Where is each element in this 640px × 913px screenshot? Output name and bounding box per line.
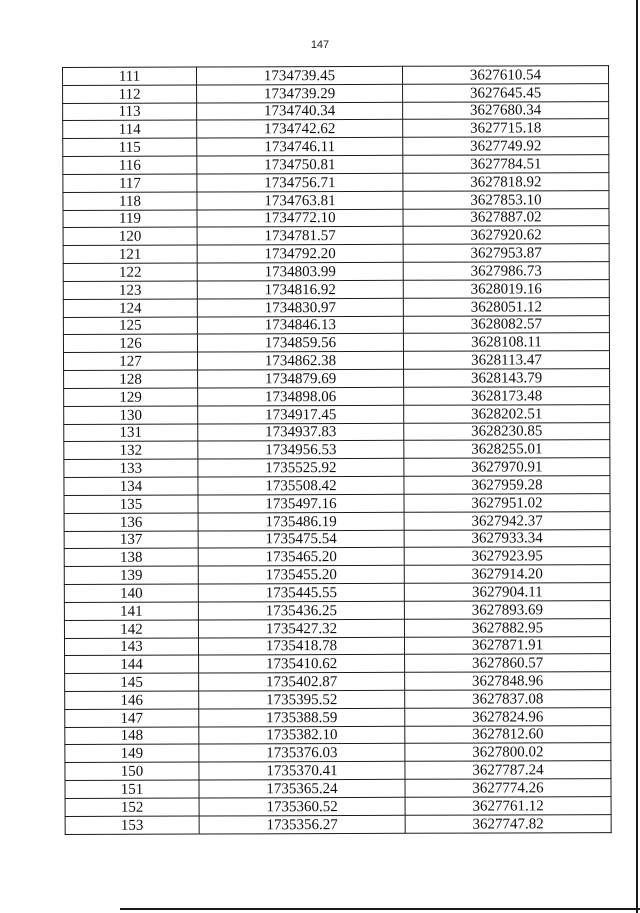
y-coordinate-cell: 3627812.60 xyxy=(405,725,611,744)
table-row xyxy=(63,155,609,175)
table-row xyxy=(63,208,609,228)
point-number-cell: 122 xyxy=(63,263,197,281)
y-coordinate-cell: 3627953.87 xyxy=(403,244,609,263)
table-row xyxy=(64,565,610,585)
table-row xyxy=(64,583,610,603)
table-row xyxy=(64,600,610,620)
y-coordinate-cell: 3628173.48 xyxy=(404,386,610,405)
x-coordinate-cell: 1734859.56 xyxy=(197,334,403,353)
x-coordinate-cell: 1734763.81 xyxy=(197,191,403,210)
point-number-cell: 112 xyxy=(63,85,197,103)
point-number-cell: 151 xyxy=(65,780,199,798)
point-number-cell: 131 xyxy=(64,424,198,442)
y-coordinate-cell: 3627853.10 xyxy=(403,190,609,209)
x-coordinate-cell: 1734803.99 xyxy=(197,262,403,281)
x-coordinate-cell: 1735445.55 xyxy=(198,583,404,602)
table-row xyxy=(64,440,610,460)
table-row xyxy=(63,119,609,139)
x-coordinate-cell: 1734739.29 xyxy=(197,84,403,103)
x-coordinate-cell: 1735370.41 xyxy=(199,762,405,781)
scan-edge-right xyxy=(636,0,638,913)
point-number-cell: 145 xyxy=(65,673,199,691)
x-coordinate-cell: 1734956.53 xyxy=(198,441,404,460)
x-coordinate-cell: 1735356.27 xyxy=(199,815,405,834)
table-row xyxy=(65,690,611,710)
y-coordinate-cell: 3627914.20 xyxy=(404,565,610,584)
table-row xyxy=(65,707,611,727)
point-number-cell: 139 xyxy=(64,566,198,584)
table-row xyxy=(64,458,610,478)
point-number-cell: 133 xyxy=(64,459,198,477)
x-coordinate-cell: 1735382.10 xyxy=(199,726,405,745)
point-number-cell: 121 xyxy=(63,245,197,263)
point-number-cell: 115 xyxy=(63,138,197,156)
table-row xyxy=(65,743,611,763)
point-number-cell: 150 xyxy=(65,762,199,780)
table-row xyxy=(63,226,609,246)
y-coordinate-cell: 3627942.37 xyxy=(404,511,610,530)
coordinates-table xyxy=(62,65,612,835)
y-coordinate-cell: 3627774.26 xyxy=(405,779,611,798)
point-number-cell: 153 xyxy=(65,816,199,834)
x-coordinate-cell: 1735465.20 xyxy=(198,548,404,567)
y-coordinate-cell: 3628082.57 xyxy=(403,315,609,334)
point-number-cell: 152 xyxy=(65,798,199,816)
x-coordinate-cell: 1734937.83 xyxy=(198,423,404,442)
table-row xyxy=(64,404,610,424)
y-coordinate-cell: 3627784.51 xyxy=(403,155,609,174)
y-coordinate-cell: 3627818.92 xyxy=(403,173,609,192)
table-row xyxy=(63,315,609,335)
y-coordinate-cell: 3627800.02 xyxy=(405,743,611,762)
point-number-cell: 116 xyxy=(63,156,197,174)
y-coordinate-cell: 3628202.51 xyxy=(404,404,610,423)
table-row xyxy=(64,529,610,549)
point-number-cell: 146 xyxy=(65,691,199,709)
y-coordinate-cell: 3627680.34 xyxy=(403,101,609,120)
x-coordinate-cell: 1734879.69 xyxy=(198,369,404,388)
point-number-cell: 141 xyxy=(64,602,198,620)
y-coordinate-cell: 3627610.54 xyxy=(402,66,608,85)
point-number-cell: 144 xyxy=(65,655,199,673)
y-coordinate-cell: 3627986.73 xyxy=(403,262,609,281)
table-row xyxy=(65,814,611,834)
point-number-cell: 142 xyxy=(64,620,198,638)
table-row xyxy=(65,725,611,745)
x-coordinate-cell: 1734746.11 xyxy=(197,138,403,157)
point-number-cell: 114 xyxy=(63,121,197,139)
x-coordinate-cell: 1734846.13 xyxy=(197,316,403,335)
table-row xyxy=(64,636,610,656)
point-number-cell: 135 xyxy=(64,495,198,513)
page-number: 147 xyxy=(310,39,330,51)
y-coordinate-cell: 3627904.11 xyxy=(404,583,610,602)
point-number-cell: 123 xyxy=(63,281,197,299)
table-row xyxy=(63,173,609,193)
y-coordinate-cell: 3627645.45 xyxy=(403,83,609,102)
x-coordinate-cell: 1735365.24 xyxy=(199,779,405,798)
y-coordinate-cell: 3627871.91 xyxy=(404,636,610,655)
x-coordinate-cell: 1735455.20 xyxy=(198,565,404,584)
x-coordinate-cell: 1734898.06 xyxy=(198,387,404,406)
x-coordinate-cell: 1734750.81 xyxy=(197,155,403,174)
table-row xyxy=(64,511,610,531)
point-number-cell: 127 xyxy=(63,352,197,370)
x-coordinate-cell: 1735418.78 xyxy=(198,637,404,656)
x-coordinate-cell: 1734739.45 xyxy=(197,66,403,85)
table-row xyxy=(63,137,609,157)
point-number-cell: 147 xyxy=(65,709,199,727)
point-number-cell: 140 xyxy=(64,584,198,602)
table-row xyxy=(64,493,610,513)
table-row xyxy=(63,333,609,353)
point-number-cell: 148 xyxy=(65,727,199,745)
table-row xyxy=(64,422,610,442)
y-coordinate-cell: 3627749.92 xyxy=(403,137,609,156)
table-row xyxy=(63,66,609,86)
y-coordinate-cell: 3627747.82 xyxy=(405,814,611,833)
x-coordinate-cell: 1734830.97 xyxy=(197,298,403,317)
x-coordinate-cell: 1734742.62 xyxy=(197,120,403,139)
y-coordinate-cell: 3627837.08 xyxy=(405,690,611,709)
y-coordinate-cell: 3628113.47 xyxy=(403,351,609,370)
table-row xyxy=(63,244,609,264)
x-coordinate-cell: 1735410.62 xyxy=(199,655,405,674)
x-coordinate-cell: 1734772.10 xyxy=(197,209,403,228)
table-row xyxy=(64,547,610,567)
y-coordinate-cell: 3628108.11 xyxy=(403,333,609,352)
y-coordinate-cell: 3627920.62 xyxy=(403,226,609,245)
point-number-cell: 124 xyxy=(63,299,197,317)
point-number-cell: 129 xyxy=(64,388,198,406)
x-coordinate-cell: 1735388.59 xyxy=(199,708,405,727)
point-number-cell: 130 xyxy=(64,406,198,424)
y-coordinate-cell: 3628230.85 xyxy=(404,422,610,441)
point-number-cell: 143 xyxy=(64,638,198,656)
x-coordinate-cell: 1734756.71 xyxy=(197,173,403,192)
x-coordinate-cell: 1735436.25 xyxy=(198,601,404,620)
y-coordinate-cell: 3627848.96 xyxy=(405,672,611,691)
table-row xyxy=(64,476,610,496)
point-number-cell: 134 xyxy=(64,477,198,495)
table-row xyxy=(65,779,611,799)
point-number-cell: 113 xyxy=(63,103,197,121)
point-number-cell: 137 xyxy=(64,531,198,549)
coordinates-table-body xyxy=(63,66,612,835)
point-number-cell: 132 xyxy=(64,441,198,459)
x-coordinate-cell: 1734862.38 xyxy=(197,352,403,371)
point-number-cell: 125 xyxy=(63,317,197,335)
x-coordinate-cell: 1735475.54 xyxy=(198,530,404,549)
point-number-cell: 128 xyxy=(64,370,198,388)
point-number-cell: 117 xyxy=(63,174,197,192)
x-coordinate-cell: 1734792.20 xyxy=(197,245,403,264)
point-number-cell: 119 xyxy=(63,210,197,228)
x-coordinate-cell: 1735486.19 xyxy=(198,512,404,531)
y-coordinate-cell: 3628019.16 xyxy=(403,280,609,299)
table-row xyxy=(65,672,611,692)
point-number-cell: 149 xyxy=(65,744,199,762)
scan-edge-bottom xyxy=(120,908,640,910)
y-coordinate-cell: 3627923.95 xyxy=(404,547,610,566)
x-coordinate-cell: 1734816.92 xyxy=(197,280,403,299)
y-coordinate-cell: 3627893.69 xyxy=(404,600,610,619)
y-coordinate-cell: 3627933.34 xyxy=(404,529,610,548)
table-row xyxy=(65,761,611,781)
table-row xyxy=(63,280,609,300)
x-coordinate-cell: 1734917.45 xyxy=(198,405,404,424)
x-coordinate-cell: 1734740.34 xyxy=(197,102,403,121)
y-coordinate-cell: 3628051.12 xyxy=(403,297,609,316)
x-coordinate-cell: 1734781.57 xyxy=(197,227,403,246)
x-coordinate-cell: 1735360.52 xyxy=(199,797,405,816)
table-row xyxy=(63,262,609,282)
x-coordinate-cell: 1735402.87 xyxy=(199,672,405,691)
y-coordinate-cell: 3627951.02 xyxy=(404,493,610,512)
y-coordinate-cell: 3627887.02 xyxy=(403,208,609,227)
x-coordinate-cell: 1735508.42 xyxy=(198,476,404,495)
y-coordinate-cell: 3627824.96 xyxy=(405,707,611,726)
table-row xyxy=(63,351,609,371)
x-coordinate-cell: 1735427.32 xyxy=(198,619,404,638)
table-row xyxy=(65,797,611,817)
x-coordinate-cell: 1735376.03 xyxy=(199,744,405,763)
y-coordinate-cell: 3627959.28 xyxy=(404,476,610,495)
y-coordinate-cell: 3628143.79 xyxy=(404,369,610,388)
table-row xyxy=(63,101,609,121)
table-row xyxy=(65,654,611,674)
x-coordinate-cell: 1735497.16 xyxy=(198,494,404,513)
point-number-cell: 120 xyxy=(63,227,197,245)
y-coordinate-cell: 3627860.57 xyxy=(405,654,611,673)
point-number-cell: 126 xyxy=(63,334,197,352)
table-row xyxy=(64,618,610,638)
table-row xyxy=(63,297,609,317)
point-number-cell: 138 xyxy=(64,548,198,566)
x-coordinate-cell: 1735525.92 xyxy=(198,459,404,478)
y-coordinate-cell: 3627787.24 xyxy=(405,761,611,780)
table-row xyxy=(63,190,609,210)
table-row xyxy=(64,386,610,406)
table-row xyxy=(63,83,609,103)
x-coordinate-cell: 1735395.52 xyxy=(199,690,405,709)
y-coordinate-cell: 3627970.91 xyxy=(404,458,610,477)
y-coordinate-cell: 3627882.95 xyxy=(404,618,610,637)
y-coordinate-cell: 3627761.12 xyxy=(405,797,611,816)
point-number-cell: 136 xyxy=(64,513,198,531)
y-coordinate-cell: 3628255.01 xyxy=(404,440,610,459)
point-number-cell: 118 xyxy=(63,192,197,210)
table-row xyxy=(64,369,610,389)
y-coordinate-cell: 3627715.18 xyxy=(403,119,609,138)
point-number-cell: 111 xyxy=(63,67,197,85)
